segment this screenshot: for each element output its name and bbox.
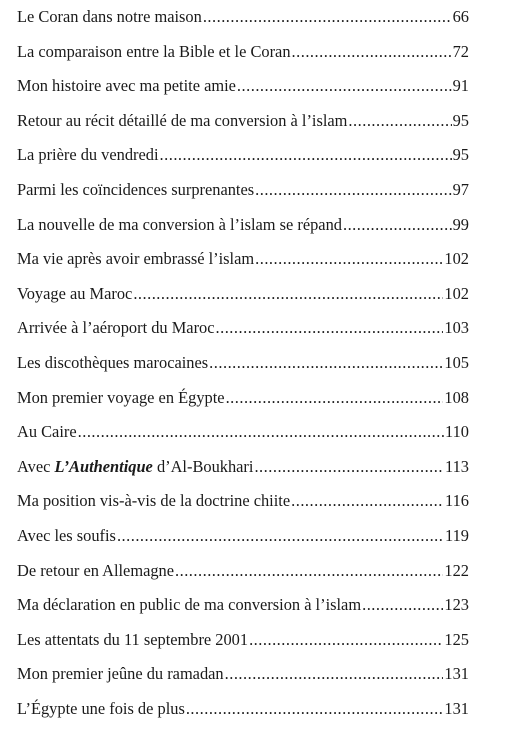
toc-entry-page: 122	[444, 560, 469, 580]
toc-leader-dots	[175, 557, 443, 585]
toc-entry-title: L’Égypte une fois de plus	[17, 698, 185, 718]
toc-entry[interactable]	[17, 72, 469, 107]
toc-leader-dots	[203, 3, 452, 31]
toc-entry-title: Voyage au Maroc	[17, 283, 133, 303]
toc-leader-dots	[216, 314, 444, 342]
toc-entry-page: 131	[444, 664, 469, 684]
toc-leader-dots	[255, 245, 443, 273]
toc-entry-title: Au Caire	[17, 422, 77, 442]
toc-leader-dots	[209, 349, 443, 377]
toc-entry-page: 95	[452, 145, 469, 165]
toc-title-book-name: L’Authentique	[54, 456, 153, 476]
toc-leader-dots	[186, 695, 444, 723]
toc-entry-page: 113	[445, 456, 469, 476]
toc-entry-page: 103	[444, 318, 469, 338]
toc-entry[interactable]	[17, 418, 469, 453]
toc-entry-page: 91	[452, 76, 469, 96]
toc-entry-title: Arrivée à l’aéroport du Maroc	[17, 318, 215, 338]
toc-entry-page: 102	[444, 249, 469, 269]
toc-leader-dots	[291, 487, 444, 515]
toc-leader-dots	[78, 418, 444, 446]
toc-leader-dots	[249, 626, 443, 654]
toc-leader-dots	[292, 38, 452, 66]
toc-entry[interactable]	[17, 107, 469, 142]
toc-title-prefix: Avec	[17, 456, 55, 476]
toc-leader-dots	[225, 660, 444, 688]
toc-leader-dots	[255, 176, 451, 204]
toc-entry-page: 105	[444, 352, 469, 372]
toc-entry-title: La prière du vendredi	[17, 145, 159, 165]
toc-entry-title: Les attentats du 11 septembre 2001	[17, 629, 249, 649]
toc-entry-title: Ma position vis-à-vis de la doctrine chiite	[17, 491, 291, 511]
toc-entry-title: Retour au récit détaillé de ma conversion à l’islam	[17, 110, 348, 130]
toc-leader-dots	[254, 453, 444, 481]
table-of-contents	[17, 3, 469, 729]
toc-entry-title: La comparaison entre la Bible et le Coran	[17, 41, 291, 61]
toc-leader-dots	[237, 72, 452, 100]
toc-entry-page: 97	[452, 179, 469, 199]
toc-entry[interactable]	[17, 591, 469, 626]
toc-entry-page: 119	[445, 525, 469, 545]
toc-entry-page: 125	[444, 629, 469, 649]
toc-entry-page: 102	[444, 283, 469, 303]
toc-entry[interactable]	[17, 3, 469, 38]
toc-entry-page: 99	[452, 214, 469, 234]
toc-entry-title	[17, 453, 253, 481]
toc-entry[interactable]	[17, 176, 469, 211]
toc-entry[interactable]	[17, 349, 469, 384]
toc-entry-title: Avec les soufis	[17, 525, 116, 545]
toc-entry[interactable]	[17, 314, 469, 349]
toc-entry[interactable]	[17, 38, 469, 73]
toc-entry-title: Ma vie après avoir embrassé l’islam	[17, 249, 255, 269]
toc-leader-dots	[117, 522, 444, 550]
toc-title-suffix: d’Al-Boukhari	[152, 456, 254, 476]
toc-entry-page: 116	[445, 491, 469, 511]
toc-entry-title: Les discothèques marocaines	[17, 352, 209, 372]
toc-entry-title: Ma déclaration en public de ma conversion à l’islam	[17, 595, 362, 615]
toc-entry[interactable]	[17, 522, 469, 557]
toc-entry[interactable]	[17, 453, 469, 488]
toc-entry-title: Mon histoire avec ma petite amie	[17, 76, 236, 96]
toc-entry-page: 131	[444, 698, 469, 718]
toc-entry[interactable]	[17, 245, 469, 280]
toc-leader-dots	[226, 384, 444, 412]
toc-entry-title: De retour en Allemagne	[17, 560, 175, 580]
toc-entry[interactable]	[17, 660, 469, 695]
toc-leader-dots	[362, 591, 443, 619]
toc-entry-title: Le Coran dans notre maison	[17, 7, 202, 26]
toc-entry[interactable]	[17, 280, 469, 315]
toc-entry-page: 108	[444, 387, 469, 407]
toc-entry-page: 110	[445, 422, 469, 442]
toc-entry-title: La nouvelle de ma conversion à l’islam se répand	[17, 214, 342, 234]
toc-entry[interactable]	[17, 626, 469, 661]
toc-entry[interactable]	[17, 695, 469, 730]
toc-leader-dots	[160, 141, 452, 169]
toc-entry-page: 72	[452, 41, 469, 61]
toc-entry[interactable]	[17, 557, 469, 592]
toc-entry[interactable]	[17, 487, 469, 522]
toc-entry-title: Mon premier voyage en Égypte	[17, 387, 225, 407]
toc-leader-dots	[343, 211, 452, 239]
toc-entry-page: 123	[444, 595, 469, 615]
toc-entry[interactable]	[17, 211, 469, 246]
toc-entry-page: 66	[452, 7, 469, 26]
toc-leader-dots	[133, 280, 443, 308]
toc-entry-title: Parmi les coïncidences surprenantes	[17, 179, 255, 199]
toc-entry-title: Mon premier jeûne du ramadan	[17, 664, 224, 684]
toc-entry-page: 95	[452, 110, 469, 130]
toc-entry[interactable]	[17, 384, 469, 419]
toc-leader-dots	[348, 107, 451, 135]
toc-entry[interactable]	[17, 141, 469, 176]
